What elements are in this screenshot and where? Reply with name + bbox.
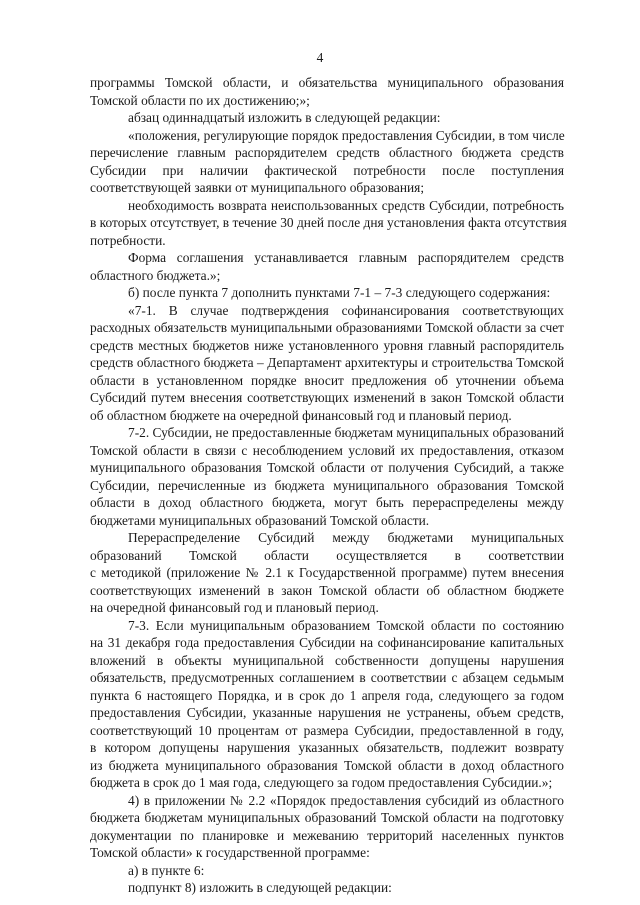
text-line: Томской области по их достижению;»; xyxy=(90,92,310,108)
text-line: пункта 6 настоящего Порядка, и в срок до 1 апреля года, следующего за годом xyxy=(90,687,564,703)
text-line: документации по планировке и межеванию территорий населенных пунктов xyxy=(90,827,564,843)
text-line: 4) в приложении № 2.2 «Порядок предоставления субсидий из областного xyxy=(128,792,564,808)
text-line: с методикой (приложение № 2.1 к Государственной программе) путем внесения xyxy=(90,565,564,580)
text-line: на очередной финансовый год и плановый период. xyxy=(90,600,379,615)
text-line: средств местных бюджетов ниже установленного уровня главный распорядитель xyxy=(90,337,564,353)
text-line: Томской области» к государственной программе: xyxy=(90,845,370,860)
page-number: 4 xyxy=(316,50,324,65)
text-line: Субсидии, перечисленные из бюджета муниципального образования Томской xyxy=(90,477,564,493)
text-line: Форма соглашения устанавливается главным распорядителем средств xyxy=(128,250,564,265)
text-line: расходных обязательств муниципальными образованиями Томской области за счет xyxy=(90,320,564,335)
text-line: Субсидий путем внесения соответствующих изменений в закон Томской области xyxy=(90,390,564,405)
text-line: а) в пункте 6: xyxy=(128,862,205,878)
text-line: образований Томской области осуществляется в соответствии xyxy=(90,547,564,563)
text-line: из бюджета муниципального образования Томской области в доход областного xyxy=(90,757,564,773)
text-line: средств областного бюджета – Департамент архитектуры и строительства Томской xyxy=(90,355,564,370)
text-line: Перераспределение Субсидий между бюджетами муниципальных xyxy=(128,530,564,545)
text-line: б) после пункта 7 дополнить пунктами 7-1 – 7-3 следующего содержания: xyxy=(128,285,551,300)
text-line: Томской области в связи с несоблюдением условий их предоставления, отказом xyxy=(90,442,564,458)
text-line: перечисление главным распорядителем средств областного бюджета средств xyxy=(90,145,564,160)
text-line: абзац одиннадцатый изложить в следующей редакции: xyxy=(128,110,441,125)
text-line: соответствующий 10 процентам от размера Субсидии, предоставленной в году, xyxy=(90,722,564,738)
text-line: на 31 декабря года предоставления Субсидии на софинансирование капитальных xyxy=(90,635,564,650)
text-line: потребности. xyxy=(90,232,166,248)
text-line: соответствующих изменений в закон Томской области об областном бюджете xyxy=(90,582,564,598)
text-line: Субсидии при наличии фактической потребности после поступления xyxy=(90,162,564,178)
text-line: 7-3. Если муниципальным образованием Томской области по состоянию xyxy=(128,617,564,633)
text-line: 7-2. Субсидии, не предоставленные бюджетам муниципальных образований xyxy=(128,425,565,440)
text-line: области в доход областного бюджета, могут быть перераспределены между xyxy=(90,495,564,510)
text-line: программы Томской области, и обязательства муниципального образования xyxy=(90,75,564,90)
text-line: необходимость возврата неиспользованных средств Субсидии, потребность xyxy=(128,197,564,213)
text-line: в котором допущены нарушения указанных обязательств, подлежит возврату xyxy=(90,740,564,755)
text-line: «положения, регулирующие порядок предоставления Субсидии, в том числе xyxy=(128,127,565,143)
text-line: обязательств, предусмотренных соглашением в соответствии с абзацем седьмым xyxy=(90,670,564,685)
text-line: бюджета бюджетам муниципальных образований Томской области на подготовку xyxy=(90,810,564,825)
text-line: вложений в объекты муниципальной собственности допущены нарушения xyxy=(90,652,564,668)
text-line: бюджетами муниципальных образований Томской области. xyxy=(90,512,430,528)
text-line: в которых отсутствует, в течение 30 дней после дня установления факта отсутствия xyxy=(90,215,567,230)
text-line: «7-1. В случае подтверждения софинансирования соответствующих xyxy=(128,302,564,318)
text-line: областного бюджета.»; xyxy=(90,267,221,283)
text-line: бюджета в срок до 1 мая года, следующего за годом предоставления Субсидии.»; xyxy=(90,775,553,790)
document-body xyxy=(90,74,567,897)
text-line: соответствующей заявки от муниципального образования; xyxy=(90,180,425,195)
text-line: подпункт 8) изложить в следующей редакции: xyxy=(128,880,392,895)
text-line: муниципального образования Томской области от получения Субсидий, а также xyxy=(90,460,564,475)
text-line: об областном бюджете на очередной финансовый год и плановый период. xyxy=(90,407,512,423)
text-line: предоставления Субсидии, указанные нарушения не устранены, объем средств, xyxy=(90,705,564,720)
text-line: области в установленном порядке вносит предложения об уточнении объема xyxy=(90,372,564,388)
